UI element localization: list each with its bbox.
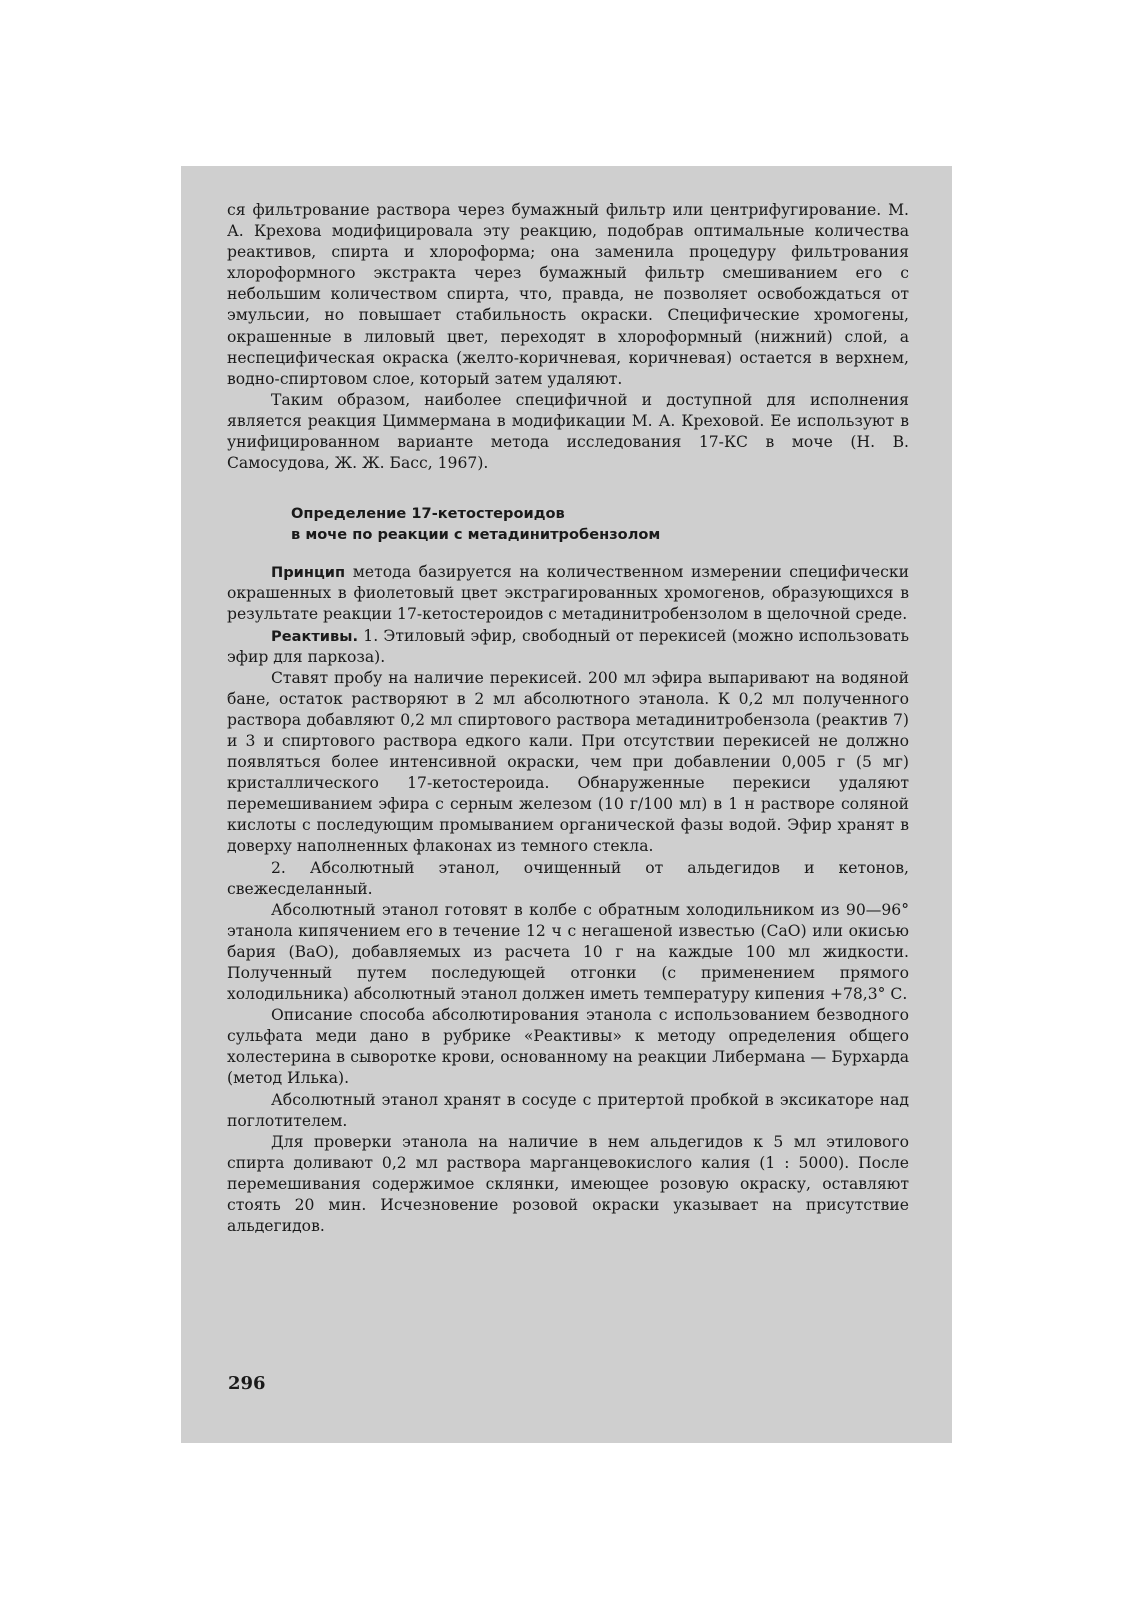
paragraph-ethanol-preparation: Абсолютный этанол готовят в колбе с обратным холодильником из 90—96° этанола кипячением его в течение 12 ч с негашеной известью (CaO) или окисью бария (BaO), добавляемых из расчета 10 г на каждые 100 мл жидкости. Полученный путем последующей отгонки (с применением прямого холодильника) абсолютный этанол должен иметь температуру кипения +78,3° С.: [227, 900, 909, 1004]
section-heading: [227, 503, 909, 545]
scanned-page: [181, 166, 952, 1443]
section-heading-line-2: в моче по реакции с метадинитробензолом: [291, 526, 661, 544]
page-number: 296: [228, 1373, 266, 1394]
paragraph-ethanol-description: Описание способа абсолютирования этанола с использованием безводного сульфата меди дано в рубрике «Реактивы» к методу определения общего холестерина в сыворотке крови, основанному на реакции Либермана — Бурхарда (метод Илька).: [227, 1006, 909, 1088]
reagents-text: 1. Этиловый эфир, свободный от перекисей (можно использовать эфир для паркоза).: [227, 626, 909, 666]
page-text: [227, 200, 909, 1237]
paragraph-aldehyde-test: Для проверки этанола на наличие в нем альдегидов к 5 мл этилового спирта доливают 0,2 мл раствора марганцевокислого калия (1 : 5000). После перемешивания содержимое склянки, имеющее розовую окраску, оставляют стоять 20 мин. Исчезновение розовой окраски указывает на присутствие альдегидов.: [227, 1132, 909, 1236]
section-heading-line-1: Определение 17-кетостероидов: [291, 505, 565, 523]
paragraph-continuation: ся фильтрование раствора через бумажный фильтр или центрифугирование. М. А. Крехова модифицировала эту реакцию, подобрав оптимальные количества реактивов, спирта и хлороформа; она заменила процедуру фильтрования хлороформного экстракта через бумажный фильтр смешиванием его с небольшим количеством спирта, что, правда, не позволяет освобождаться от эмульсии, но повышает стабильность окраски. Специфические хромогены, окрашенные в лиловый цвет, переходят в хлороформный (нижний) слой, а неспецифическая окраска (желто-коричневая, коричневая) остается в верхнем, водно-спиртовом слое, который затем удаляют.: [227, 201, 909, 388]
paragraph-reagents: [227, 626, 909, 668]
paragraph-reagent-2: 2. Абсолютный этанол, очищенный от альдегидов и кетонов, свежесделанный.: [227, 858, 909, 898]
paragraph-principle: [227, 562, 909, 625]
principle-lead: Принцип: [271, 564, 346, 582]
paragraph-ethanol-storage: Абсолютный этанол хранят в сосуде с притертой пробкой в эксикаторе над поглотителем.: [227, 1090, 909, 1130]
principle-text: метода базируется на количественном измерении специфически окрашенных в фиолетовый цвет экстрагированных хромогенов, образующихся в результате реакции 17-кетостероидов с метадинитробензолом в щелочной среде.: [227, 563, 909, 624]
paragraph-conclusion: Таким образом, наиболее специфичной и доступной для исполнения является реакция Циммермана в модификации М. А. Креховой. Ее используют в унифицированном варианте метода исследования 17-КС в моче (Н. В. Самосудова, Ж. Ж. Басс, 1967).: [227, 390, 909, 473]
reagents-lead: Реактивы.: [271, 627, 359, 645]
paragraph-peroxide-test: Ставят пробу на наличие перекисей. 200 мл эфира выпаривают на водяной бане, остаток растворяют в 2 мл абсолютного этанола. К 0,2 мл полученного раствора добавляют 0,2 мл спиртового раствора метадинитробензола (реактив 7) и 3 и спиртового раствора едкого кали. При отсутствии перекисей не должно появляться более интенсивной окраски, чем при добавлении 0,005 г (5 мг) кристаллического 17-кетостероида. Обнаруженные перекиси удаляют перемешиванием эфира с серным железом (10 г/100 мл) в 1 н растворе соляной кислоты с последующим промыванием органической фазы водой. Эфир хранят в доверху наполненных флаконах из темного стекла.: [227, 668, 909, 856]
